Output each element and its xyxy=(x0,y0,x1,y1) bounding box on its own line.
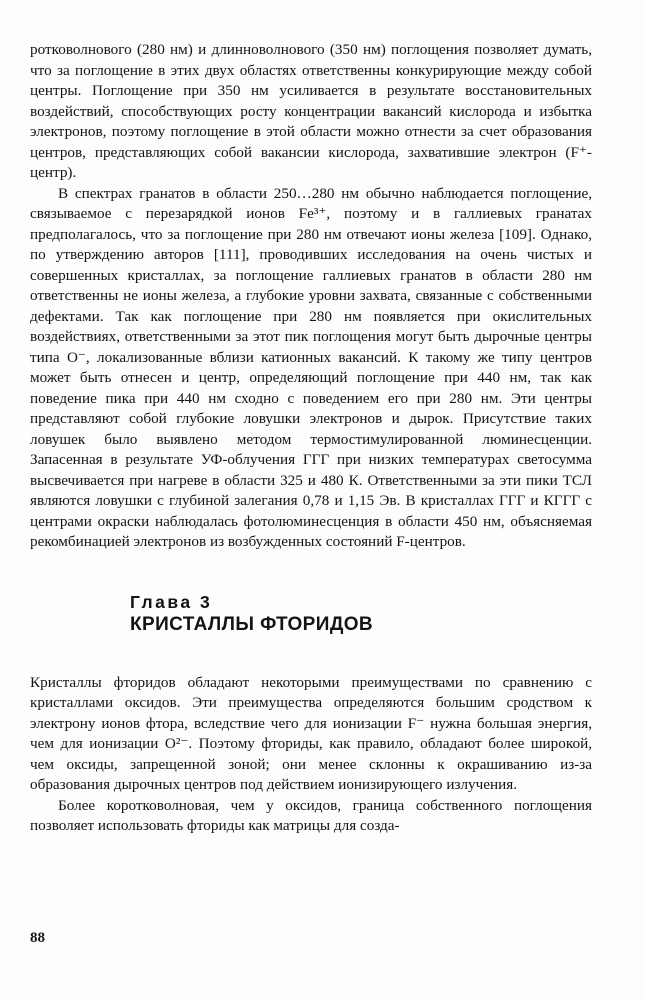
chapter-section xyxy=(30,673,592,837)
paragraph: Кристаллы фторидов обладают некоторыми преимуществами по сравнению с кристаллами оксидов. Эти преимущества определяются большим сродством к электрону ионов фтора, вследствие чего для ионизации F⁻ нужна большая энергия, чем для ионизации O²⁻. Поэтому фториды, как правило, обладают более широкой, чем оксиды, запрещенной зоной; они менее склонны к окрашиванию из-за образования дырочных центров под действием ионизирующего излучения. xyxy=(30,673,592,793)
chapter-number: Глава 3 xyxy=(130,591,213,612)
chapter-title: КРИСТАЛЛЫ ФТОРИДОВ xyxy=(130,613,374,635)
page-number: 88 xyxy=(30,930,45,946)
paragraph: В спектрах гранатов в области 250…280 нм обычно наблюдается поглощение, связываемое с перезарядкой ионов Fe³⁺, поэтому и в галлиевых гранатах предполагалось, что за поглощение при 280 нм отвечают ионы железа [109]. Однако, по утверждению авторов [111], проводивших исследования на очень чистых и совершенных кристаллах, за поглощение галлиевых гранатов в области 280 нм ответственны не ионы железа, а глубокие уровни захвата, связанные с собственными дефектами. Так как поглощение при 280 нм появляется при окислительных воздействиях, ответственными за этот пик поглощения могут быть дырочные центры типа O⁻, локализованные вблизи катионных вакансий. К такому же типу центров может быть отнесен и центр, определяющий поглощение при 440 нм, так как поведение пика при 440 нм сходно с поведением его при 280 нм. Эти центры представляют собой глубокие ловушки электронов и дырок. Присутствие таких ловушек было выявлено методом термостимулированной люминесценции. Запасенная в результате УФ-облучения ГГГ при низких температурах светосумма высвечивается при нагреве в области 325 и 480 К. Ответственными за эти пики ТСЛ являются ловушки с глубиной залегания 0,78 и 1,15 Эв. В кристаллах ГГГ и КГГГ с центрами окраски наблюдалась фотолюминесценция в области 450 нм, объясняемая рекомбинацией электронов из возбужденных состояний F-центров. xyxy=(30,184,592,550)
chapter-heading xyxy=(130,591,592,637)
paragraph: ротковолнового (280 нм) и длинноволнового (350 нм) поглощения позволяет думать, что за поглощение в этих двух областях ответственны конкурирующие между собой центры. Поглощение при 350 нм усиливается в результате восстановительных воздействий, способствующих росту концентрации вакансий кислорода и избытка электронов, поэтому поглощение в этой области можно отнести за счет образования центров, представляющих собой вакансии кислорода, захватившие электрон (F⁺-центр). xyxy=(30,41,592,181)
paragraph: Более коротковолновая, чем у оксидов, граница собственного поглощения позволяет использовать фториды как матрицы для созда- xyxy=(30,796,592,834)
page-body xyxy=(30,40,592,837)
